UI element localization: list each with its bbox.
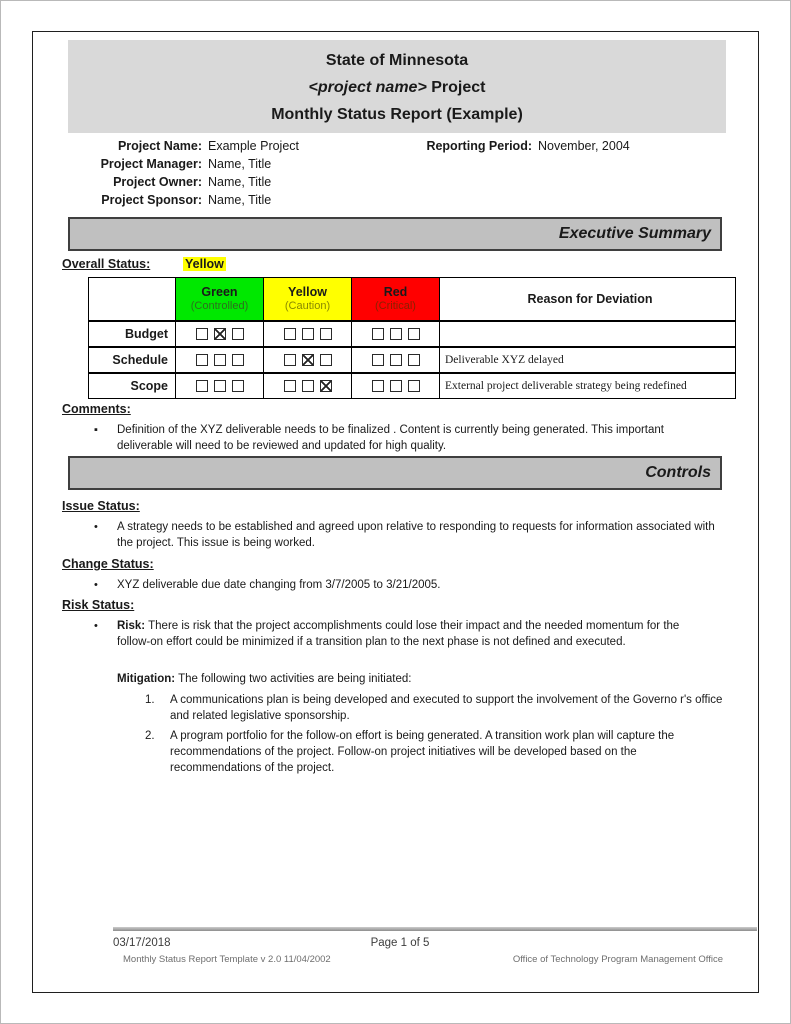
mitigation-line xyxy=(117,671,717,687)
checkbox-unchecked-icon[interactable] xyxy=(196,354,208,366)
row-label-scope: Scope xyxy=(130,379,168,393)
change-bullet-text: XYZ deliverable due date changing from 3/7/2005 to 3/21/2005. xyxy=(117,579,441,591)
header-empty-cell xyxy=(89,278,175,320)
title-state: State of Minnesota xyxy=(325,52,469,69)
mitigation-item-number: 2. xyxy=(145,730,155,742)
controls-bar: Controls xyxy=(68,456,722,490)
project-name-value: Example Project xyxy=(208,139,300,153)
checkbox-unchecked-icon[interactable] xyxy=(320,328,332,340)
scope-green-checkboxes xyxy=(175,374,263,398)
checkbox-unchecked-icon[interactable] xyxy=(408,380,420,392)
footer-divider xyxy=(113,927,757,931)
project-owner-label: Project Owner: xyxy=(113,175,202,189)
comments-bullet-text: Definition of the XYZ deliverable needs to be finalized . Content is currently being generated. This important deliverable will need to be reviewed and updated for high quality. xyxy=(117,424,664,452)
checkbox-unchecked-icon[interactable] xyxy=(284,380,296,392)
budget-green-checkboxes xyxy=(175,322,263,346)
checkbox-unchecked-icon[interactable] xyxy=(372,354,384,366)
mitigation-item-number: 1. xyxy=(145,694,155,706)
reporting-period-label: Reporting Period: xyxy=(426,139,532,153)
green-label: Green xyxy=(201,285,238,299)
issue-bullet-text: A strategy needs to be established and agreed upon relative to responding to requests for information associated with the project. This issue is being worked. xyxy=(117,521,715,549)
checkbox-unchecked-icon[interactable] xyxy=(196,380,208,392)
header-yellow xyxy=(263,278,351,320)
checkbox-unchecked-icon[interactable] xyxy=(372,328,384,340)
report-title-box xyxy=(68,40,726,133)
checkbox-unchecked-icon[interactable] xyxy=(196,328,208,340)
executive-summary-bar: Executive Summary xyxy=(68,217,722,251)
change-status-heading: Change Status: xyxy=(62,557,154,571)
mitigation-intro: The following two activities are being initiated: xyxy=(178,673,412,685)
checkbox-unchecked-icon[interactable] xyxy=(372,380,384,392)
header-red xyxy=(351,278,439,320)
risk-text: There is risk that the project accomplishments could lose their impact and the needed momentum for the follow-on effort could be minimized if a transition plan to the next phase is not defined and executed. xyxy=(117,620,680,648)
status-table-header-row xyxy=(89,278,735,320)
budget-red-checkboxes xyxy=(351,322,439,346)
row-label-budget: Budget xyxy=(124,327,168,341)
schedule-reason-cell: Deliverable XYZ delayed xyxy=(439,348,735,372)
green-sublabel: (Controlled) xyxy=(190,300,249,312)
status-table xyxy=(88,277,736,399)
checkbox-unchecked-icon[interactable] xyxy=(320,354,332,366)
checkbox-unchecked-icon[interactable] xyxy=(214,354,226,366)
checkbox-unchecked-icon[interactable] xyxy=(232,380,244,392)
budget-yellow-checkboxes xyxy=(263,322,351,346)
round-bullet-icon: • xyxy=(94,579,98,591)
checkbox-checked-icon[interactable] xyxy=(302,354,314,366)
table-row-scope xyxy=(89,372,735,398)
red-label: Red xyxy=(383,285,408,299)
title-project-suffix: Project xyxy=(426,79,486,96)
project-sponsor-label: Project Sponsor: xyxy=(101,193,202,207)
checkbox-unchecked-icon[interactable] xyxy=(232,328,244,340)
reporting-period-value: November, 2004 xyxy=(538,139,630,153)
checkbox-unchecked-icon[interactable] xyxy=(214,380,226,392)
risk-status-heading: Risk Status: xyxy=(62,598,135,612)
checkbox-unchecked-icon[interactable] xyxy=(302,328,314,340)
checkbox-unchecked-icon[interactable] xyxy=(408,354,420,366)
issue-status-heading: Issue Status: xyxy=(62,499,140,513)
title-project xyxy=(68,74,726,101)
project-owner-value: Name, Title xyxy=(208,175,272,189)
round-bullet-icon: • xyxy=(94,620,98,632)
checkbox-unchecked-icon[interactable] xyxy=(408,328,420,340)
comments-heading: Comments: xyxy=(62,402,131,416)
checkbox-unchecked-icon[interactable] xyxy=(232,354,244,366)
budget-reason-cell xyxy=(439,322,735,346)
risk-bullet-text xyxy=(117,618,712,650)
reason-for-deviation-header: Reason for Deviation xyxy=(439,278,735,320)
overall-status-value: Yellow xyxy=(185,257,224,271)
checkbox-unchecked-icon[interactable] xyxy=(284,354,296,366)
mitigation-label: Mitigation: xyxy=(117,673,176,685)
mitigation-item-text: A program portfolio for the follow-on effort is being generated. A transition work plan will capture the recommendations of the project. Follow-on project initiatives will be developed based on the recommendations of the project. xyxy=(170,730,675,774)
schedule-green-checkboxes xyxy=(175,348,263,372)
table-row-budget xyxy=(89,320,735,346)
table-row-schedule xyxy=(89,346,735,372)
round-bullet-icon: • xyxy=(94,521,98,533)
header-green xyxy=(175,278,263,320)
red-sublabel: (Critical) xyxy=(375,300,416,312)
square-bullet-icon: ▪ xyxy=(94,424,98,436)
overall-status-label: Overall Status: xyxy=(62,257,151,271)
scope-reason-cell: External project deliverable strategy being redefined xyxy=(439,374,735,398)
footer-template-version: Monthly Status Report Template v 2.0 11/04/2002 xyxy=(123,954,331,965)
yellow-label: Yellow xyxy=(288,285,327,299)
footer-page-number: Page 1 of 5 xyxy=(370,937,430,949)
project-name-label: Project Name: xyxy=(117,139,202,153)
mitigation-item-text: A communications plan is being developed and executed to support the involvement of the Governo r's office and related legislative sponsorship. xyxy=(170,694,723,722)
risk-label: Risk: xyxy=(117,620,146,632)
row-label-schedule: Schedule xyxy=(112,353,168,367)
checkbox-unchecked-icon[interactable] xyxy=(390,328,402,340)
checkbox-unchecked-icon[interactable] xyxy=(390,354,402,366)
scope-red-checkboxes xyxy=(351,374,439,398)
yellow-sublabel: (Caution) xyxy=(284,300,331,312)
project-manager-label: Project Manager: xyxy=(100,157,202,171)
checkbox-unchecked-icon[interactable] xyxy=(390,380,402,392)
project-name-placeholder: <project name> xyxy=(308,79,427,96)
schedule-yellow-checkboxes xyxy=(263,348,351,372)
footer-office: Office of Technology Program Management Office xyxy=(512,954,723,965)
checkbox-unchecked-icon[interactable] xyxy=(284,328,296,340)
checkbox-checked-icon[interactable] xyxy=(320,380,332,392)
title-report-type: Monthly Status Report (Example) xyxy=(271,106,523,123)
footer-date: 03/17/2018 xyxy=(113,937,171,949)
project-manager-value: Name, Title xyxy=(208,157,272,171)
schedule-red-checkboxes xyxy=(351,348,439,372)
checkbox-checked-icon[interactable] xyxy=(214,328,226,340)
scope-yellow-checkboxes xyxy=(263,374,351,398)
project-sponsor-value: Name, Title xyxy=(208,193,272,207)
checkbox-unchecked-icon[interactable] xyxy=(302,380,314,392)
